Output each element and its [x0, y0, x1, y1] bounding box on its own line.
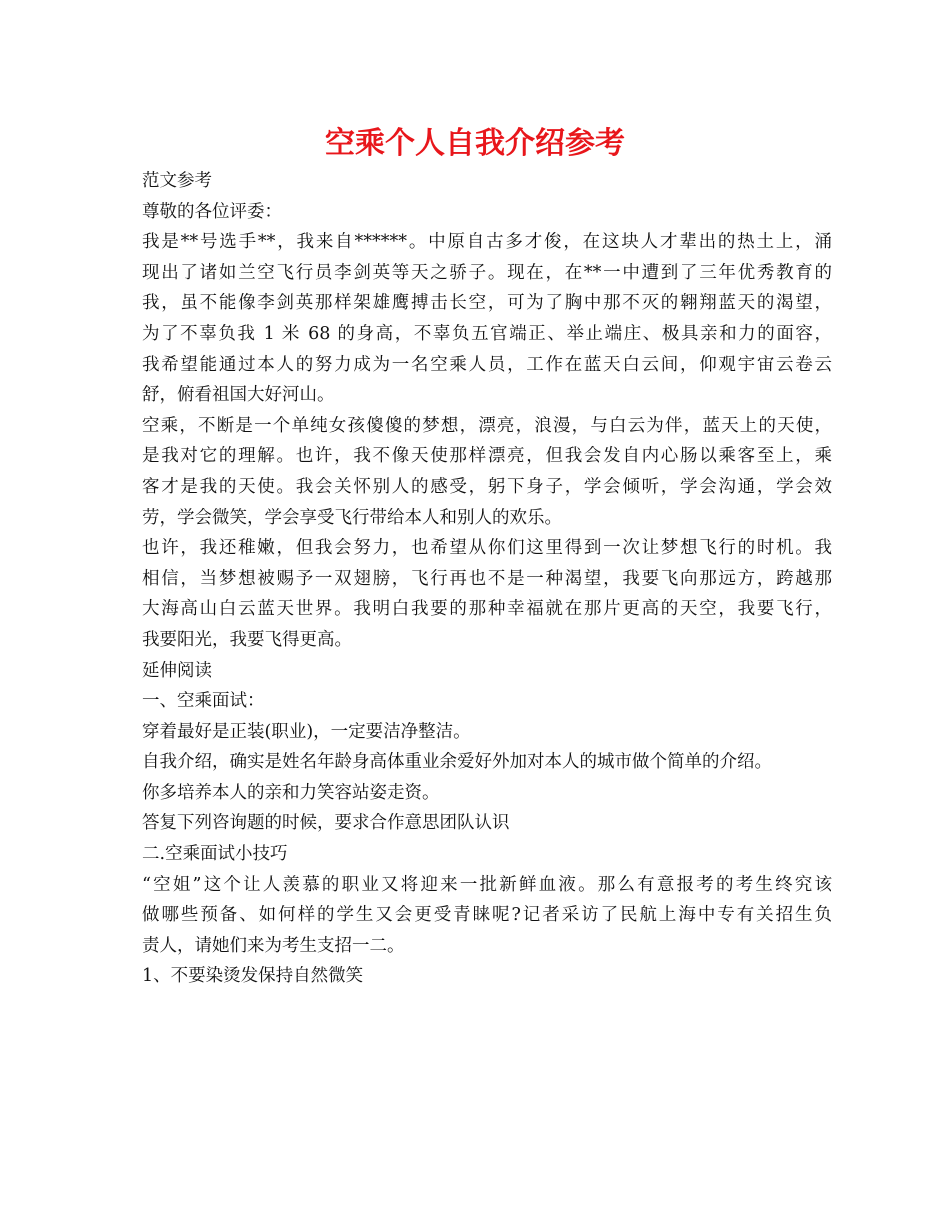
- text-line: 二.空乘面试小技巧: [142, 844, 288, 865]
- text-line: 我要阳光，我要飞得更高。: [142, 629, 352, 650]
- text-line: 一、空乘面试：: [142, 691, 265, 712]
- text-line: 为了不辜负我 1 米 68 的身高，不辜负五官端正、举止端庄、极具亲和力的面容，: [142, 323, 832, 344]
- text-line: 空乘，不断是一个单纯女孩傻傻的梦想，漂亮，浪漫，与白云为伴，蓝天上的天使，: [142, 415, 832, 436]
- text-line: 范文参考: [142, 171, 212, 191]
- text-line: 舒，俯看祖国大好河山。: [142, 385, 335, 406]
- text-line: 是我对它的理解。也许，我不像天使那样漂亮，但我会发自内心肠以乘客至上，乘: [142, 446, 832, 467]
- text-line: 尊敬的各位评委：: [142, 201, 282, 222]
- text-line: 也许，我还稚嫩，但我会努力，也希望从你们这里得到一次让梦想飞行的时机。我: [142, 538, 832, 559]
- text-line: 责人，请她们来为考生支招一二。: [142, 935, 405, 956]
- text-line: 1、不要染烫发保持自然微笑: [142, 966, 364, 987]
- document-title: 空乘个人自我介绍参考: [325, 126, 625, 161]
- text-line: 客才是我的天使。我会关怀别人的感受，躬下身子，学会倾听，学会沟通，学会效: [142, 476, 832, 497]
- text-line: 做哪些预备、如何样的学生又会更受青睐呢?记者采访了民航上海中专有关招生负: [142, 905, 832, 926]
- text-line: 答复下列咨询题的时候，要求合作意思团队认识: [142, 813, 510, 834]
- text-line: 我，虽不能像李剑英那样架雄鹰搏击长空，可为了胸中那不灭的翱翔蓝天的渴望，: [142, 293, 832, 314]
- text-line: 穿着最好是正装(职业)，一定要洁净整洁。: [142, 721, 471, 742]
- text-line: 劳，学会微笑，学会享受飞行带给本人和别人的欢乐。: [142, 507, 562, 528]
- document-body: [142, 166, 832, 992]
- text-line: 延伸阅读: [142, 660, 212, 681]
- text-line: 大海高山白云蓝天世界。我明白我要的那种幸福就在那片更高的天空，我要飞行，: [142, 599, 832, 620]
- text-line: 你多培养本人的亲和力笑容站姿走资。: [142, 782, 440, 803]
- text-line: “空姐”这个让人羡慕的职业又将迎来一批新鲜血液。那么有意报考的考生终究该: [142, 874, 832, 895]
- text-line: 相信，当梦想被赐予一双翅膀，飞行再也不是一种渴望，我要飞向那远方，跨越那: [142, 568, 832, 589]
- text-line: 自我介绍，确实是姓名年龄身高体重业余爱好外加对本人的城市做个简单的介绍。: [142, 752, 772, 773]
- text-line: 现出了诸如兰空飞行员李剑英等天之骄子。现在，在**一中遭到了三年优秀教育的: [142, 262, 832, 283]
- text-line: 我是**号选手**，我来自******。中原自古多才俊，在这块人才辈出的热土上，涌: [142, 232, 832, 253]
- text-line: 我希望能通过本人的努力成为一名空乘人员，工作在蓝天白云间，仰观宇宙云卷云: [142, 354, 832, 375]
